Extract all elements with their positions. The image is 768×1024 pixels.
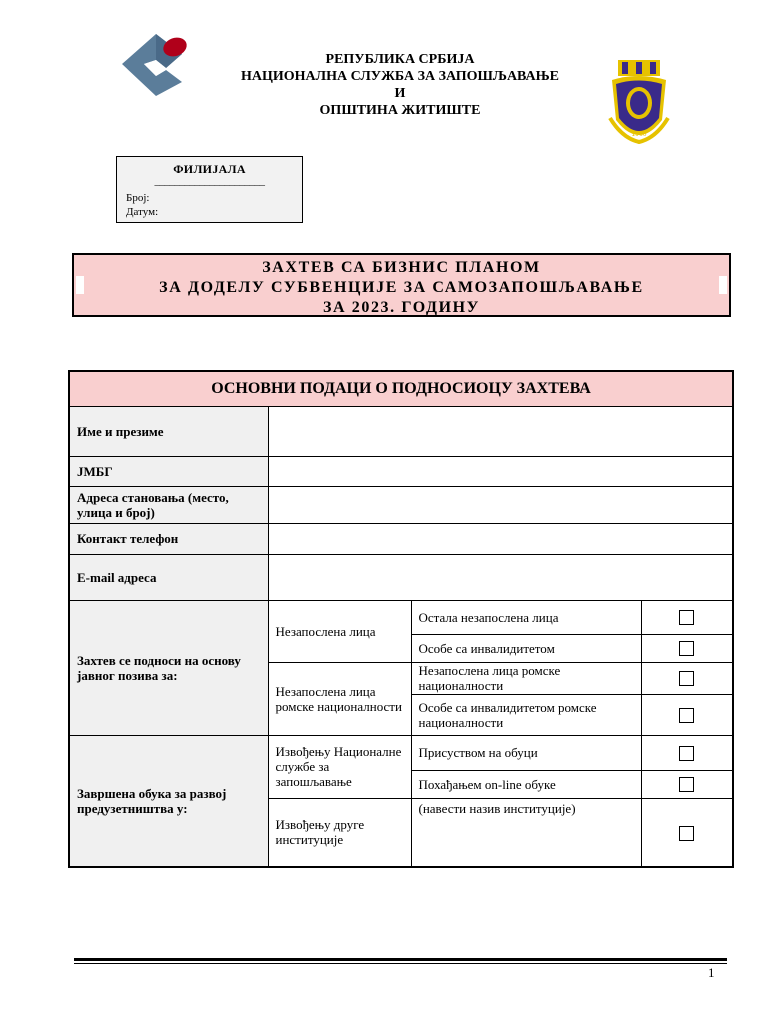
table-row xyxy=(69,406,733,456)
table-row xyxy=(69,600,733,634)
institution-header xyxy=(200,51,600,119)
name-field[interactable] xyxy=(268,406,733,456)
form-heading: ОСНОВНИ ПОДАЦИ О ПОДНОСИОЦУ ЗАХТЕВА xyxy=(69,371,733,406)
checkbox-icon[interactable] xyxy=(679,746,694,761)
branch-number-label: Број: xyxy=(126,192,150,204)
checkbox-icon[interactable] xyxy=(679,777,694,792)
document-title xyxy=(72,253,731,317)
branch-date-label: Датум: xyxy=(126,206,159,218)
checkbox-other-institution[interactable] xyxy=(641,798,733,867)
page-number: 1 xyxy=(708,965,715,980)
table-row xyxy=(69,456,733,486)
title-line-2: ЗА ДОДЕЛУ СУБВЕНЦИЈЕ ЗА САМОЗАПОШЉАВАЊЕ xyxy=(159,279,644,296)
training-group-other: Извођењу друге институције xyxy=(268,798,411,867)
option-roma-disabled: Особе са инвалидитетом ромске националности xyxy=(411,694,641,735)
basis-label: Захтев се подноси на основу јавног позива за: xyxy=(69,600,268,735)
checkbox-roma-unemployed[interactable] xyxy=(641,662,733,694)
crest-year: 1960 xyxy=(631,131,647,138)
jmbg-field[interactable] xyxy=(268,456,733,486)
option-disabled: Особе са инвалидитетом xyxy=(411,634,641,662)
header-line-2: НАЦИОНАЛНА СЛУЖБА ЗА ЗАПОШЉАВАЊЕ xyxy=(241,69,559,84)
option-online-training: Похађањем on-line обуке xyxy=(411,770,641,798)
header-line-4: ОПШТИНА ЖИТИШТЕ xyxy=(319,103,481,118)
checkbox-icon[interactable] xyxy=(679,826,694,841)
basis-group-roma: Незапослена лица ромске националности xyxy=(268,662,411,735)
phone-label: Контакт телефон xyxy=(69,523,268,554)
table-row xyxy=(69,735,733,770)
option-roma-unemployed: Незапослена лица ромске националности xyxy=(411,662,641,694)
address-label: Адреса становања (место, улица и број) xyxy=(69,486,268,523)
training-group-nsz: Извођењу Националне службе за запошљавање xyxy=(268,735,411,798)
checkbox-online-training[interactable] xyxy=(641,770,733,798)
table-row xyxy=(69,486,733,523)
option-other-unemployed: Остала незапослена лица xyxy=(411,600,641,634)
checkbox-icon[interactable] xyxy=(679,708,694,723)
branch-name-line[interactable]: ______________________ xyxy=(154,175,265,187)
branch-title: ФИЛИЈАЛА xyxy=(173,162,246,176)
header-line-1: РЕПУБЛИКА СРБИЈА xyxy=(325,52,475,67)
branch-box xyxy=(116,156,303,223)
checkbox-disabled[interactable] xyxy=(641,634,733,662)
table-row xyxy=(69,554,733,600)
name-label: Име и презиме xyxy=(69,406,268,456)
header-line-3: И xyxy=(394,86,406,101)
checkbox-attended-training[interactable] xyxy=(641,735,733,770)
email-field[interactable] xyxy=(268,554,733,600)
basis-group-unemployed: Незапослена лица xyxy=(268,600,411,662)
title-notch-right xyxy=(719,276,727,294)
title-line-3: ЗА 2023. ГОДИНУ xyxy=(322,299,481,316)
phone-field[interactable] xyxy=(268,523,733,554)
option-other-institution[interactable]: (навести назив институције) xyxy=(411,798,641,867)
email-label: E-mail адреса xyxy=(69,554,268,600)
title-notch-left xyxy=(76,276,84,294)
applicant-data-table xyxy=(68,370,734,868)
checkbox-other-unemployed[interactable] xyxy=(641,600,733,634)
jmbg-label: ЈМБГ xyxy=(69,456,268,486)
title-line-1: ЗАХТЕВ СА БИЗНИС ПЛАНОМ xyxy=(262,259,541,276)
checkbox-icon[interactable] xyxy=(679,641,694,656)
checkbox-icon[interactable] xyxy=(679,671,694,686)
checkbox-icon[interactable] xyxy=(679,610,694,625)
option-attended-training: Присуством на обуци xyxy=(411,735,641,770)
nsz-logo xyxy=(120,32,192,96)
training-label: Завршена обука за развој предузетништва у: xyxy=(69,735,268,867)
footer-divider xyxy=(74,958,727,964)
checkbox-roma-disabled[interactable] xyxy=(641,694,733,735)
address-field[interactable] xyxy=(268,486,733,523)
municipality-crest xyxy=(602,58,676,154)
table-row xyxy=(69,523,733,554)
